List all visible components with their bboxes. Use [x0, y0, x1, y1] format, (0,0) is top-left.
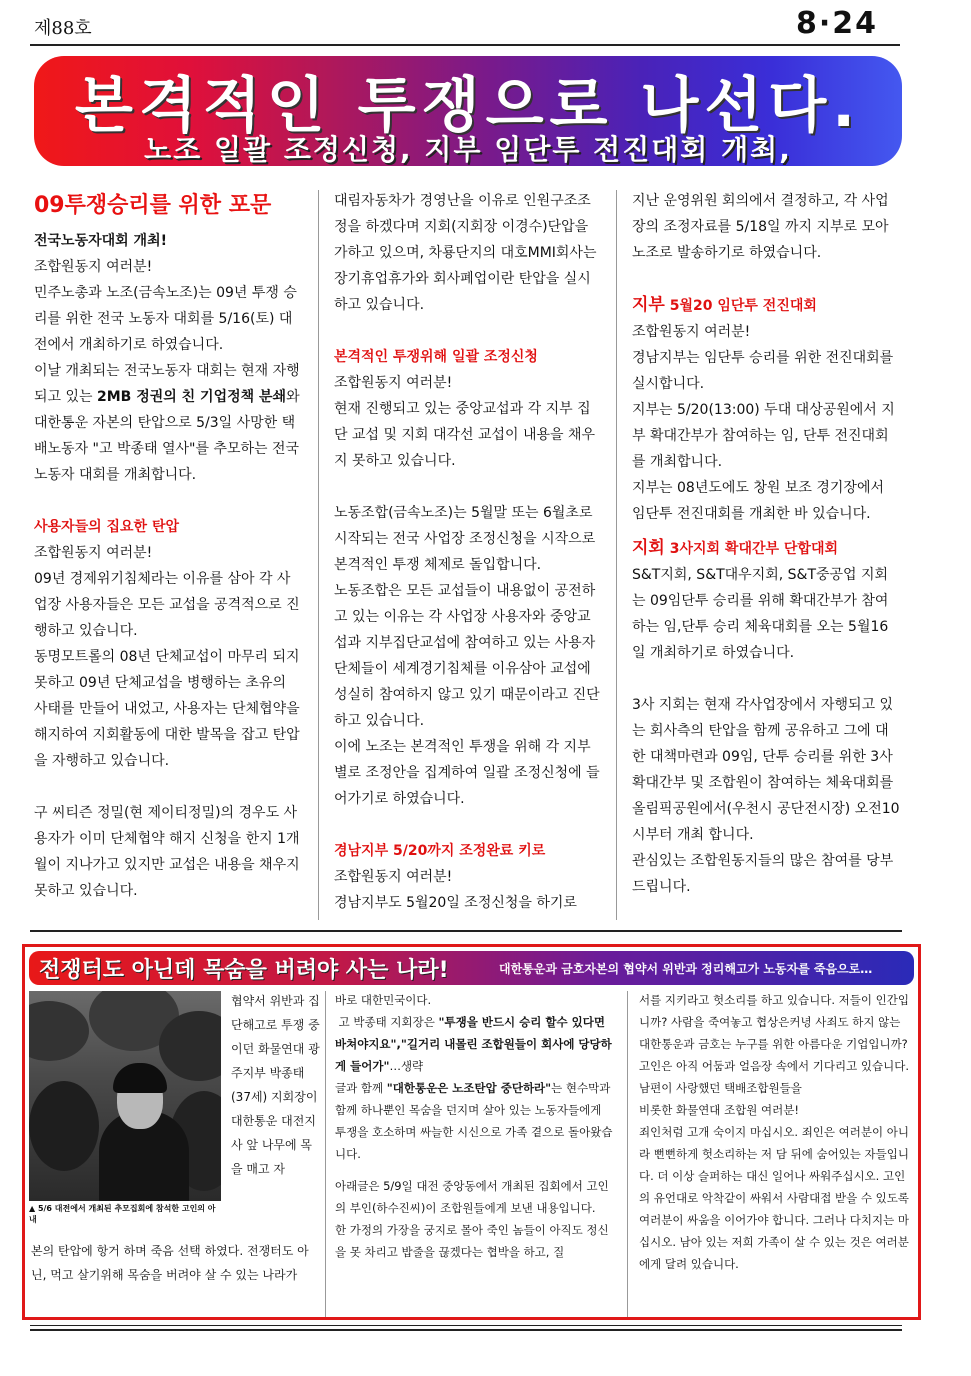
paragraph: 동명모트롤의 08년 단체교섭이 마무리 되지못하고 09년 단체교섭을 병행하는 초유의 사태를 만들어 내었고, 사용자는 단체협약을 해지하여 지회활동에 대한 발목을 잡고 탄압을 자행하고 있습니다.: [34, 649, 300, 769]
paragraph: 지난 운영위원 회의에서 결정하고, 각 사업장의 조정자료를 5/18일 까지 지부로 모아 노조로 발송하기로 하였습니다.: [632, 193, 889, 261]
paragraph: 아래글은 5/9일 대전 중앙동에서 개최된 집회에서 고인의 부인(하수진씨)이 조합원들에게 보낸 내용입니다.: [335, 1179, 609, 1215]
paragraph: 민주노총과 노조(금속노조)는 09년 투쟁 승리를 위한 전국 노동자 대회를 5/16(토) 대전에서 개최하기로 하였습니다.: [34, 285, 297, 353]
column-divider: [318, 190, 319, 920]
paragraph: 대림자동차가 경영난을 이유로 인원구조조정을 하겠다며 지회(지회장 이경수)단압을 가하고 있으며, 차룡단지의 대호MMI회사는 장기휴업휴가와 회사폐업이란 탄압을 실시하고 있습니다.: [334, 193, 597, 313]
text-run: 이날 개최되는 전국노동자 대회는 현재 자행되고 있는: [34, 363, 300, 405]
paragraph: 현재 진행되고 있는 중앙교섭과 각 지부 집단 교섭 및 지회 대각선 교섭이 내용을 채우지 못하고 있습니다.: [334, 401, 596, 469]
bottom-rule: [30, 1329, 902, 1331]
quote-text: "대한통운은 노조탄압 중단하라": [386, 1081, 552, 1095]
paragraph: [335, 1011, 613, 1077]
paragraph: 비롯한 화물연대 조합원 여러분!: [639, 1103, 799, 1117]
feature-column-2: [335, 989, 613, 1263]
subsection-heading: [632, 292, 900, 319]
heading-label: 지회: [632, 538, 665, 558]
issue-date: 8·24: [796, 6, 879, 41]
paragraph: 노동조합(금속노조)는 5월말 또는 6월초로 시작되는 전국 사업장 조정신청을 시작으로 본격적인 투쟁 체제로 돌입합니다.: [334, 505, 596, 573]
section-title: 09투쟁승리를 위한 포문: [34, 193, 272, 218]
paragraph: 조합원동지 여러분!: [334, 375, 453, 391]
feature-article-box: [22, 944, 921, 1320]
paragraph: 서를 지키라고 헛소리를 하고 있습니다. 저들이 인간입니까? 사람을 죽여놓고 협상은커녕 사죄도 하지 않는 대한통운과 금호는 누구를 위한 아름다운 기업입니까? 고인은 아직 어둠과 얼음장 속에서 기다리고 있습니다.: [639, 993, 909, 1073]
paragraph: 09년 경제위기침체라는 이유를 삼아 각 사업장 사용자들은 모든 교섭을 공격적으로 진행하고 있습니다.: [34, 571, 300, 639]
paragraph: 죄인처럼 고개 숙이지 마십시오. 죄인은 여러분이 아니라 뻔뻔하게 헛소리하는 저 담 뒤에 숨어있는 자들입니다. 더 이상 슬퍼하는 대신 일어나 싸워주십시오. 고인의 유언대로 악착같이 싸워서 사람대접 받을 수 있도록 여러분이 싸움을 이어가야 합니다. 그러나 다치지는 마십시오. 남아 있는 저희 가족이 살 수 있는 것은 여러분에게 달려 있습니다.: [639, 1125, 909, 1271]
feature-column-1-bottom: [31, 1239, 321, 1287]
feature-subtitle: 대한통운과 금호자본의 협약서 위반과 정리해고가 노동자를 죽음으로…: [499, 962, 873, 976]
paragraph: 남편이 사랑했던 택배조합원들을: [639, 1081, 802, 1095]
column-divider: [616, 190, 617, 920]
paragraph: 노동조합은 모든 교섭들이 내용없이 공전하고 있는 이유는 각 사업장 사용자와 중앙교섭과 지부집단교섭에 참여하고 있는 사용자단체들이 세계경기침체를 이유삼아 교섭에 성실히 참여하지 않고 있기 때문이라고 진단하고 있습니다.: [334, 583, 600, 729]
subsection-heading: 전국노동자대회 개최!: [34, 233, 167, 249]
paragraph: 구 씨티즌 정밀(현 제이티정밀)의 경우도 사용자가 이미 단체협약 해지 신청을 한지 1개월이 지나가고 있지만 교섭은 내용을 채우지 못하고 있습니다.: [34, 805, 300, 899]
paragraph: 협약서 위반과 집단해고로 투쟁 중이던 화물연대 광주지부 박종태(37세) 지회장이 대한통운 대전지사 앞 나무에 목을 매고 자: [231, 994, 320, 1176]
paragraph: 본의 탄압에 항거 하며 죽음 선택 하였다. 전쟁터도 아닌, 먹고 살기위해 목숨을 버려야 살 수 있는 나라가: [31, 1244, 309, 1282]
photo-caption: ▲ 5/6 대전에서 개최된 추모집회에 참석한 고인의 아내: [29, 1204, 216, 1224]
article-photo: [29, 991, 221, 1201]
feature-title: 전쟁터도 아닌데 목숨을 버려야 사는 나라!: [39, 958, 449, 983]
subsection-heading: [632, 535, 900, 562]
text-run: 와 대한통운 자본의 탄압으로 5/3일 사망한 택배노동자 "고 박종태 열사"를 추모하는 전국노동자 대회를 개최합니다.: [34, 389, 300, 483]
quote-text: "투쟁을 반드시 승리 할수 있다면 바쳐야지요","길거리 내몰린 조합원들이 회사에 당당하게 들어가": [335, 1015, 612, 1073]
paragraph: 한 가정의 가장을 궁지로 몰아 죽인 놈들이 아직도 정신을 못 차리고 밥줄을 끊겠다는 협박을 하고, 질: [335, 1223, 609, 1259]
column-divider: [325, 991, 326, 1317]
column-3: [632, 188, 900, 900]
paragraph: 경남지부도 5월20일 조정신청을 하기로: [334, 895, 577, 911]
paragraph: [335, 1077, 613, 1165]
paragraph: 바로 대한민국이다.: [335, 993, 432, 1007]
feature-column-1-top: [231, 989, 321, 1181]
paragraph: 지부는 08년도에도 창원 보조 경기장에서 임단투 전진대회를 개최한 바 있습니다.: [632, 480, 884, 522]
top-rule: [30, 44, 900, 46]
text-run: 고 박종태 지회장은: [338, 1015, 439, 1029]
paragraph: 조합원동지 여러분!: [34, 545, 153, 561]
paragraph: 경남지부는 임단투 승리를 위한 전진대회를 실시합니다.: [632, 350, 894, 392]
heading-text: 5월20 임단투 전진대회: [664, 298, 817, 314]
paragraph: 조합원동지 여러분!: [34, 259, 153, 275]
subsection-heading: 사용자들의 집요한 탄압: [34, 519, 179, 535]
subsection-heading: 본격적인 투쟁위해 일괄 조정신청: [334, 349, 538, 365]
bottom-rule: [30, 1325, 902, 1326]
headline-banner: [34, 56, 902, 166]
text-run: 는 현수막과 함께 하나뿐인 목숨을 던지며 살아 있는 노동자들에게 투쟁을 호소하며 싸늘한 시신으로 가족 곁으로 돌아왔습니다.: [335, 1081, 613, 1161]
section-rule: [30, 930, 902, 932]
paragraph: 조합원동지 여러분!: [632, 324, 751, 340]
paragraph: 3사 지회는 현재 각사업장에서 자행되고 있는 회사측의 탄압을 함께 공유하고 그에 대한 대책마련과 09임, 단투 승리를 위한 3사 확대간부 및 조합원이 참여하는 체육대회를 올림픽공원에서(우천시 공단전시장) 오전10시부터 개최 합니다.: [632, 697, 900, 843]
column-2: [334, 188, 602, 916]
issue-number: 제88호: [34, 18, 92, 39]
heading-text: 3사지회 확대간부 단합대회: [664, 541, 838, 557]
paragraph: 지부는 5/20(13:00) 두대 대상공원에서 지부 확대간부가 참여하는 임, 단투 전진대회를 개최합니다.: [632, 402, 895, 470]
text-run: 글과 함께: [335, 1081, 387, 1095]
paragraph: S&T지회, S&T대우지회, S&T중공업 지회는 09임단투 승리를 위해 확대간부가 참여하는 임,단투 승리 체육대회를 오는 5월16일 개최하기로 하였습니다.: [632, 567, 889, 661]
column-divider: [627, 991, 628, 1317]
paragraph: 이에 노조는 본격적인 투쟁을 위해 각 지부별로 조정안을 집계하여 일괄 조정신청에 들어가기로 하였습니다.: [334, 739, 600, 807]
headline: 본격적인 투쟁으로 나선다.: [74, 71, 862, 141]
subheadline: 노조 일괄 조정신청, 지부 임단투 전진대회 개최,: [144, 133, 792, 166]
paragraph: [34, 358, 302, 488]
text-run: …생략: [389, 1059, 424, 1073]
column-1: [34, 190, 302, 904]
paragraph: 관심있는 조합원동지들의 많은 참여를 당부 드립니다.: [632, 853, 894, 895]
heading-label: 지부: [632, 295, 665, 315]
feature-banner: [29, 951, 914, 985]
paragraph: 조합원동지 여러분!: [334, 869, 453, 885]
subsection-heading: 경남지부 5/20까지 조정완료 키로: [334, 843, 546, 859]
feature-column-3: [639, 989, 915, 1275]
emphasis-text: 2MB 정권의 친 기업정책 분쇄: [97, 389, 287, 405]
